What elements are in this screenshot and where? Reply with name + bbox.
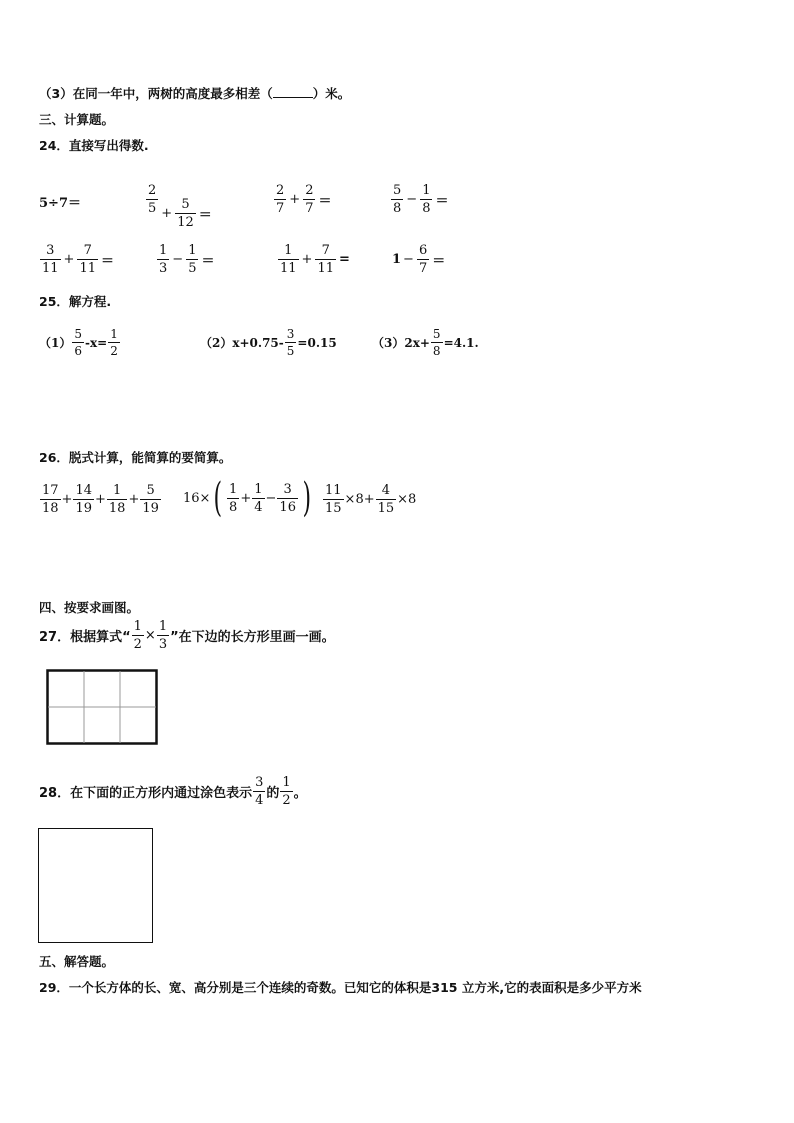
q23-suffix: ）米。 xyxy=(312,86,351,101)
fraction: $\frac{1}{5}$ xyxy=(188,243,197,276)
fraction: $\frac{6}{7}$ xyxy=(418,243,428,276)
question-23-part-3 xyxy=(39,84,350,102)
fraction: $\frac{11}{15}$ xyxy=(325,483,342,516)
expr-text: 5÷7＝ xyxy=(39,196,81,211)
fraction: $\frac{2}{5}$ xyxy=(148,183,157,216)
equals: ＝ xyxy=(435,194,449,209)
operator: + xyxy=(161,206,173,221)
fraction: $\frac{4}{15}$ xyxy=(377,483,395,516)
operator: − xyxy=(403,252,414,267)
operator: × xyxy=(144,628,156,643)
left-paren: ( xyxy=(213,475,223,521)
equals: ＝ xyxy=(318,194,332,209)
q24-expr-4 xyxy=(390,184,450,215)
q23-prefix: （3）在同一年中，两树的高度最多相差（ xyxy=(39,86,273,101)
fraction: $\frac{1}{2}$ xyxy=(282,775,291,808)
fraction: $\frac{1}{11}$ xyxy=(280,243,297,276)
fraction: $\frac{2}{7}$ xyxy=(305,183,314,216)
q27-prefix: 27．根据算式“ xyxy=(39,630,131,645)
fraction: $\frac{1}{2}$ xyxy=(133,619,142,652)
fraction: $\frac{14}{19}$ xyxy=(75,483,92,516)
q26-expr-1 xyxy=(39,484,162,515)
equation-tail: =0.15 xyxy=(297,335,337,350)
operator: + xyxy=(128,492,140,507)
q24-expr-1 xyxy=(39,192,81,211)
question-29: 29．一个长方体的长、宽、高分别是三个连续的奇数。已知它的体积是315 立方米,它的表面积是多少平方米 xyxy=(39,980,642,995)
q24-expr-6 xyxy=(156,244,216,275)
label: （3）2x+ xyxy=(372,336,430,350)
q24-expr-3 xyxy=(273,184,333,215)
fraction: $\frac{1}{8}$ xyxy=(229,481,238,515)
fraction: $\frac{1}{3}$ xyxy=(159,243,168,276)
section-5-heading: 五、解答题。 xyxy=(39,954,115,969)
q26-expr-3 xyxy=(322,484,416,515)
right-paren: ) xyxy=(302,475,312,521)
equals: ＝ xyxy=(432,254,446,269)
q24-expr-5 xyxy=(39,244,116,275)
question-28 xyxy=(39,776,307,807)
label: （1） xyxy=(39,336,72,350)
operator: + xyxy=(95,492,106,507)
fraction: $\frac{1}{3}$ xyxy=(158,619,168,652)
fraction: $\frac{5}{8}$ xyxy=(432,327,441,358)
q24-expr-8 xyxy=(392,244,447,275)
equals: ＝ xyxy=(101,254,115,269)
operator: + xyxy=(61,492,73,507)
expr-middle: ×8+ xyxy=(344,492,375,507)
expr-tail: ×8 xyxy=(397,492,417,507)
q25-equation-1 xyxy=(39,328,121,357)
label: （2）x+0.75- xyxy=(200,336,284,350)
fraction: $\frac{7}{11}$ xyxy=(317,243,334,276)
fraction: $\frac{3}{5}$ xyxy=(286,327,295,358)
q28-square[interactable] xyxy=(38,828,153,943)
operator: − xyxy=(406,192,418,207)
equation-middle: -x= xyxy=(85,335,108,350)
q28-prefix: 28．在下面的正方形内通过涂色表示 xyxy=(39,786,253,801)
answer-blank[interactable] xyxy=(273,85,313,98)
q25-equation-2 xyxy=(200,328,337,357)
section-4-heading: 四、按要求画图。 xyxy=(39,600,140,615)
equals: ＝ xyxy=(198,208,212,223)
fraction: $\frac{1}{8}$ xyxy=(422,183,431,216)
fraction: $\frac{5}{12}$ xyxy=(177,197,194,230)
fraction: $\frac{17}{18}$ xyxy=(42,483,59,516)
equals: ＝ xyxy=(201,254,215,269)
section-3-heading: 三、计算题。 xyxy=(39,112,115,127)
q28-suffix: 。 xyxy=(293,786,307,801)
operator: + xyxy=(301,252,313,267)
q28-middle: 的 xyxy=(266,786,280,801)
question-26-title: 26．脱式计算，能简算的要简算。 xyxy=(39,450,232,465)
whole-number: 1 xyxy=(392,252,402,267)
question-25-title: 25．解方程. xyxy=(39,294,112,309)
fraction: $\frac{1}{2}$ xyxy=(110,327,118,358)
fraction: $\frac{5}{8}$ xyxy=(393,183,402,216)
question-24-title: 24．直接写出得数. xyxy=(39,138,149,153)
q24-expr-7 xyxy=(277,244,352,275)
fraction: $\frac{2}{7}$ xyxy=(276,183,285,216)
q26-expr-2 xyxy=(183,475,315,521)
equals: = xyxy=(339,252,350,267)
fraction: $\frac{3}{16}$ xyxy=(279,481,296,515)
fraction: $\frac{7}{11}$ xyxy=(79,243,96,276)
expr-lead: 16× xyxy=(183,490,211,506)
equation-tail: =4.1. xyxy=(443,335,479,350)
fraction: $\frac{3}{4}$ xyxy=(255,775,264,808)
q27-suffix: ”在下边的长方形里画一画。 xyxy=(170,630,335,645)
operator: + xyxy=(289,192,301,207)
q24-expr-2 xyxy=(145,170,214,229)
fraction: $\frac{1}{18}$ xyxy=(108,483,126,516)
q27-rectangle-grid[interactable] xyxy=(46,669,158,745)
q25-equation-3 xyxy=(372,328,479,357)
fraction: $\frac{5}{19}$ xyxy=(142,483,159,516)
operator: − xyxy=(172,252,184,267)
fraction: $\frac{3}{11}$ xyxy=(42,243,59,276)
operator: + xyxy=(240,490,252,506)
operator: + xyxy=(63,252,75,267)
operator: − xyxy=(265,490,277,506)
fraction: $\frac{5}{6}$ xyxy=(74,327,82,358)
fraction: $\frac{1}{4}$ xyxy=(254,481,263,515)
question-27 xyxy=(39,620,335,651)
